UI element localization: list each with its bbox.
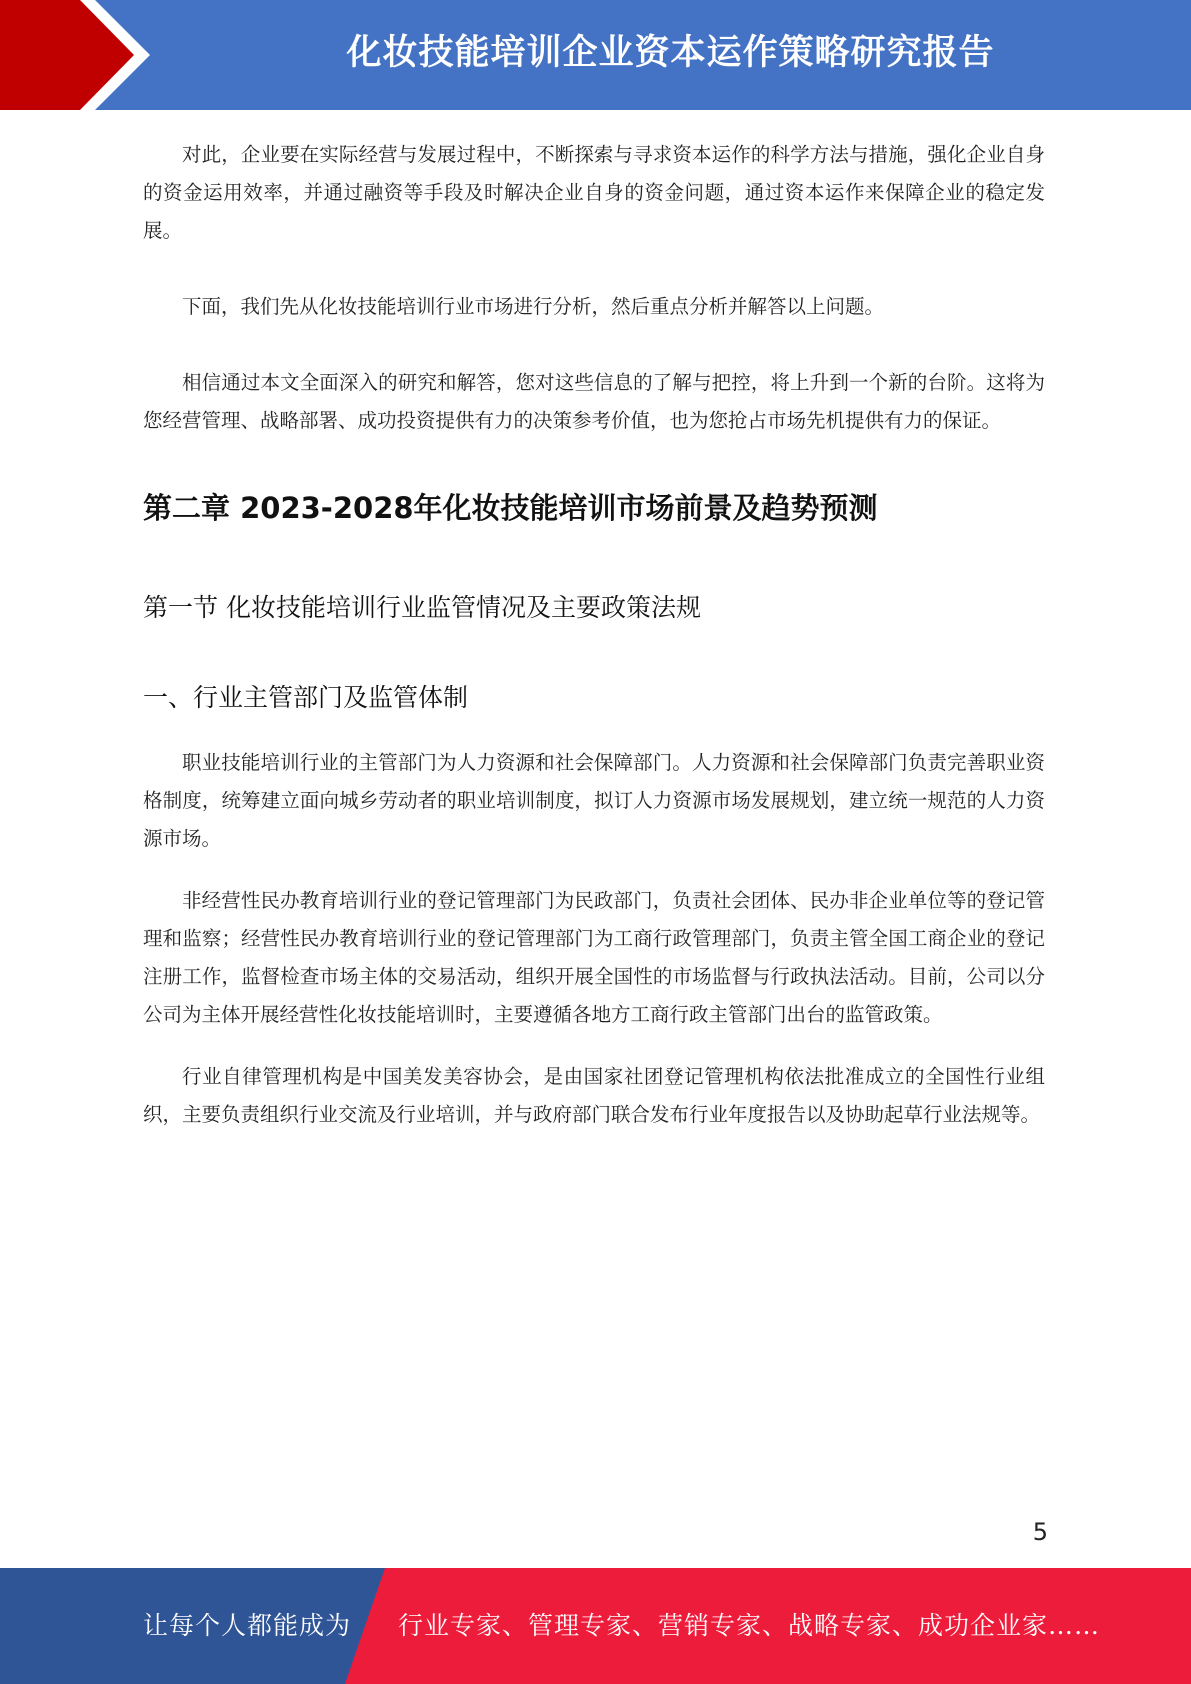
intro-paragraph-3: 相信通过本文全面深入的研究和解答，您对这些信息的了解与把控，将上升到一个新的台阶。这将为您经营管理、战略部署、成功投资提供有力的决策参考价值，也为您抢占市场先机提供有力的保证。: [143, 371, 1045, 432]
body-paragraph-2: 非经营性民办教育培训行业的登记管理部门为民政部门，负责社会团体、民办非企业单位等的登记管理和监察；经营性民办教育培训行业的登记管理部门为工商行政管理部门，负责主管全国工商企业的登记注册工作，监督检查市场主体的交易活动，组织开展全国性的市场监督与行政执法活动。目前，公司以分公司为主体开展经营性化妆技能培训时，主要遵循各地方工商行政主管部门出台的监管政策。: [143, 889, 1045, 1026]
body-paragraph-3: 行业自律管理机构是中国美发美容协会，是由国家社团登记管理机构依法批准成立的全国性行业组织，主要负责组织行业交流及行业培训，并与政府部门联合发布行业年度报告以及协助起草行业法规等。: [143, 1065, 1045, 1126]
footer-banner: [0, 1568, 1191, 1684]
footer-slogan-left: 让每个人都能成为: [143, 1611, 352, 1640]
footer-slogan-right: 行业专家、管理专家、营销专家、战略专家、成功企业家……: [398, 1611, 1101, 1640]
intro-paragraph-2: 下面，我们先从化妆技能培训行业市场进行分析，然后重点分析并解答以上问题。: [182, 295, 885, 318]
section-title: 第一节 化妆技能培训行业监管情况及主要政策法规: [143, 593, 701, 622]
report-title: 化妆技能培训企业资本运作策略研究报告: [346, 33, 995, 73]
body-paragraph-1: 职业技能培训行业的主管部门为人力资源和社会保障部门。人力资源和社会保障部门负责完善职业资格制度，统筹建立面向城乡劳动者的职业培训制度，拟订人力资源市场发展规划，建立统一规范的人力资源市场。: [143, 751, 1045, 850]
subsection-title: 一、行业主管部门及监管体制: [143, 683, 469, 712]
page-number: 5: [1032, 1518, 1048, 1546]
header-banner: [0, 0, 1191, 110]
page-content: [143, 136, 1045, 1134]
chapter-title: 第二章 2023-2028年化妆技能培训市场前景及趋势预测: [143, 491, 878, 525]
intro-paragraph-1: 对此，企业要在实际经营与发展过程中，不断探索与寻求资本运作的科学方法与措施，强化企业自身的资金运用效率，并通过融资等手段及时解决企业自身的资金问题，通过资本运作来保障企业的稳定发展。: [143, 143, 1045, 242]
